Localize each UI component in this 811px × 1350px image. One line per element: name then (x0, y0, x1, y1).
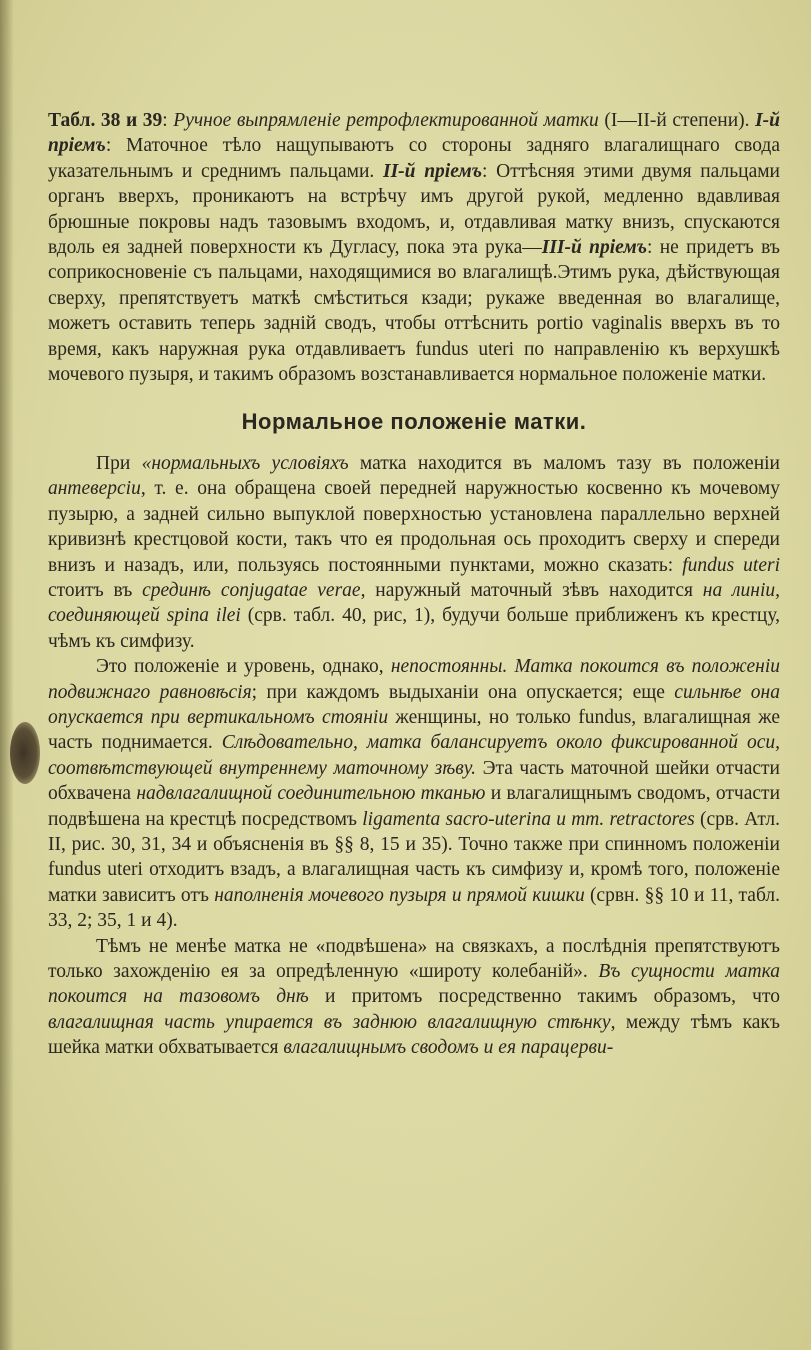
text-run: (срв. Атл. II, рис. 30, 31, 34 и объясненія въ §§ 8, 15 и 35). Точно также при спинномъ положеніи fundus uteri отходитъ взадъ, а влагалищная часть къ симфизу и, кромѣ того, положеніе матки зависитъ отъ (48, 808, 781, 906)
emphasis-run: антеверсіи (48, 478, 141, 500)
emphasis-run: на линіи, соединяющей spina ilei (48, 579, 780, 627)
paragraph-support (48, 934, 780, 1061)
page-edge-shadow (0, 0, 14, 1350)
step-3-label: III-й пріемъ (541, 237, 647, 259)
plate-degree: (I—II-й степени). (604, 110, 750, 131)
emphasis-run: непостоянны. Матка покоится въ положеніи подвижнаго равновѣсія (48, 656, 780, 703)
binding-hole (10, 722, 40, 784)
text-run: и притомъ посредственно такимъ образомъ, что (308, 986, 780, 1008)
text-run: , наружный маточный зѣвъ находится (360, 579, 703, 601)
emphasis-run: наполненія мочевого пузыря и прямой кишки (214, 884, 585, 906)
step-1-text: Маточное тѣло нащупываютъ со стороны задняго влагалищнаго свода указательнымъ и среднимъ пальцами. (48, 135, 780, 182)
step-2-text: Оттѣсняя этими двумя пальцами органъ вверхъ, проникаютъ на встрѣчу имъ другой рукой, медленно вдавливая брюшные покровы надъ тазовымъ входомъ, и, отдавливая матку внизъ, спускаются вдоль ея задней поверхности къ Дугласу, пока эта рука— (48, 160, 780, 259)
emphasis-run: fundus uteri (682, 554, 780, 576)
emphasis-run: сильнѣе она опускается при вертикальномъ стояніи (48, 681, 780, 728)
page-text (48, 108, 780, 1061)
plate-reference: Табл. 38 и 39 (48, 110, 163, 131)
plate-caption-paragraph: Табл. 38 и 39: Ручное выпрямленіе ретрофлектированной матки (I—II-й степени). I-й пріемъ: Маточное тѣло нащупываютъ со стороны задняго влагалищнаго свода указательнымъ и среднимъ пальцами. II-й пріемъ: Оттѣсняя этими двумя пальцами органъ вверхъ, проникаютъ на встрѣчу имъ другой рукой, медленно вдавливая брюшные покровы надъ тазовымъ входомъ, и, отдавливая матку внизъ, спускаются вдоль ея задней поверхности къ Дугласу, пока эта рука—III-й пріемъ: не придетъ въ соприкосновеніе съ пальцами, находящимися во влагалищѣ.Этимъ рука, дѣйствующая сверху, препятствуетъ маткѣ смѣститься кзади; рукаже введенная во влагалище, можетъ оставить теперь задній сводъ, чтобы оттѣснить portio vaginalis вверхъ въ то время, какъ наружная рука отдавливаетъ fundus uteri по направленію къ верхушкѣ мочевого пузыря, и такимъ образомъ возстанавливается нормальное положеніе матки. (48, 110, 781, 386)
step-1-label: I-й пріемъ (48, 110, 781, 157)
emphasis-run: Въ сущности матка покоится на тазовомъ днѣ (48, 961, 780, 1008)
text-run: , между тѣмъ какъ шейка матки обхватывается (48, 1011, 780, 1059)
paragraph-mobility (48, 654, 780, 933)
emphasis-run: Слѣдовательно, матка балансируетъ около фиксированной оси, соотвѣтствующей внутреннему маточному зѣву. (48, 732, 780, 779)
emphasis-run: ligamenta sacro-uterina и mm. retractores (362, 808, 695, 830)
emphasis-run: «нормальныхъ условіяхъ (141, 452, 349, 474)
step-3-text: не придетъ въ соприкосновеніе съ пальцами, находящимися во влагалищѣ.Этимъ рука, дѣйствующая сверху, препятствуетъ маткѣ смѣститься кзади; рукаже введенная во влагалище, можетъ оставить теперь задній сводъ, чтобы оттѣснить portio vaginalis вверхъ въ то время, какъ наружная рука отдавливаетъ fundus uteri по направленію къ верхушкѣ мочевого пузыря, и такимъ образомъ возстанавливается нормальное положеніе матки. (48, 237, 780, 386)
text-run: (срвн. §§ 10 и 11, табл. 33, 2; 35, 1 и 4). (48, 884, 780, 932)
text-run: матка находится въ маломъ тазу въ положеніи (348, 452, 780, 474)
emphasis-run: влагалищная часть упирается въ заднюю влагалищную стѣнку (48, 1011, 611, 1033)
text-run: Тѣмъ не менѣе матка не «подвѣшена» на связкахъ, а послѣднія препятствуютъ только захожденію ея за опредѣленную «широту колебаній». (48, 935, 780, 982)
text-run: При (96, 452, 142, 474)
emphasis-run: срединѣ conjugatae verae (142, 579, 361, 601)
text-run: и влагалищнымъ сводомъ, отчасти подвѣшена на крестцѣ посредствомъ (48, 783, 781, 830)
emphasis-run: влагалищнымъ сводомъ и ея парацерви- (283, 1037, 614, 1059)
step-2-label: II-й пріемъ (383, 160, 483, 182)
emphasis-run: надвлагалищной соединительною тканью (136, 783, 486, 805)
text-run: (срв. табл. 40, рис, 1), будучи больше приближенъ къ крестцу, чѣмъ къ симфизу. (48, 605, 780, 652)
paragraph-normal-position (48, 451, 780, 654)
plate-title: Ручное выпрямленіе ретрофлектированной матки (173, 110, 599, 131)
text-run: женщины, но только fundus, влагалищная же часть поднимается. (48, 706, 780, 754)
text-run: Эта часть маточной шейки отчасти обхвачена (48, 757, 780, 805)
section-heading: Нормальное положеніе матки. (241, 409, 587, 435)
text-run: , т. е. она обращена своей передней наружностью косвенно къ мочевому пузырю, а задней сильно выпуклой поверхностью установлена параллельно верхней кривизнѣ крестцовой кости, такъ что ея продольная ось проходитъ сверху и спереди внизъ и назадъ, или, пользуясь постоянными пунктами, можно сказать: (48, 478, 780, 576)
text-run: ; при каждомъ выдыханіи она опускается; еще (251, 681, 675, 703)
text-run: стоитъ въ (48, 579, 143, 601)
text-run: Это положеніе и уровень, однако, (96, 656, 391, 678)
